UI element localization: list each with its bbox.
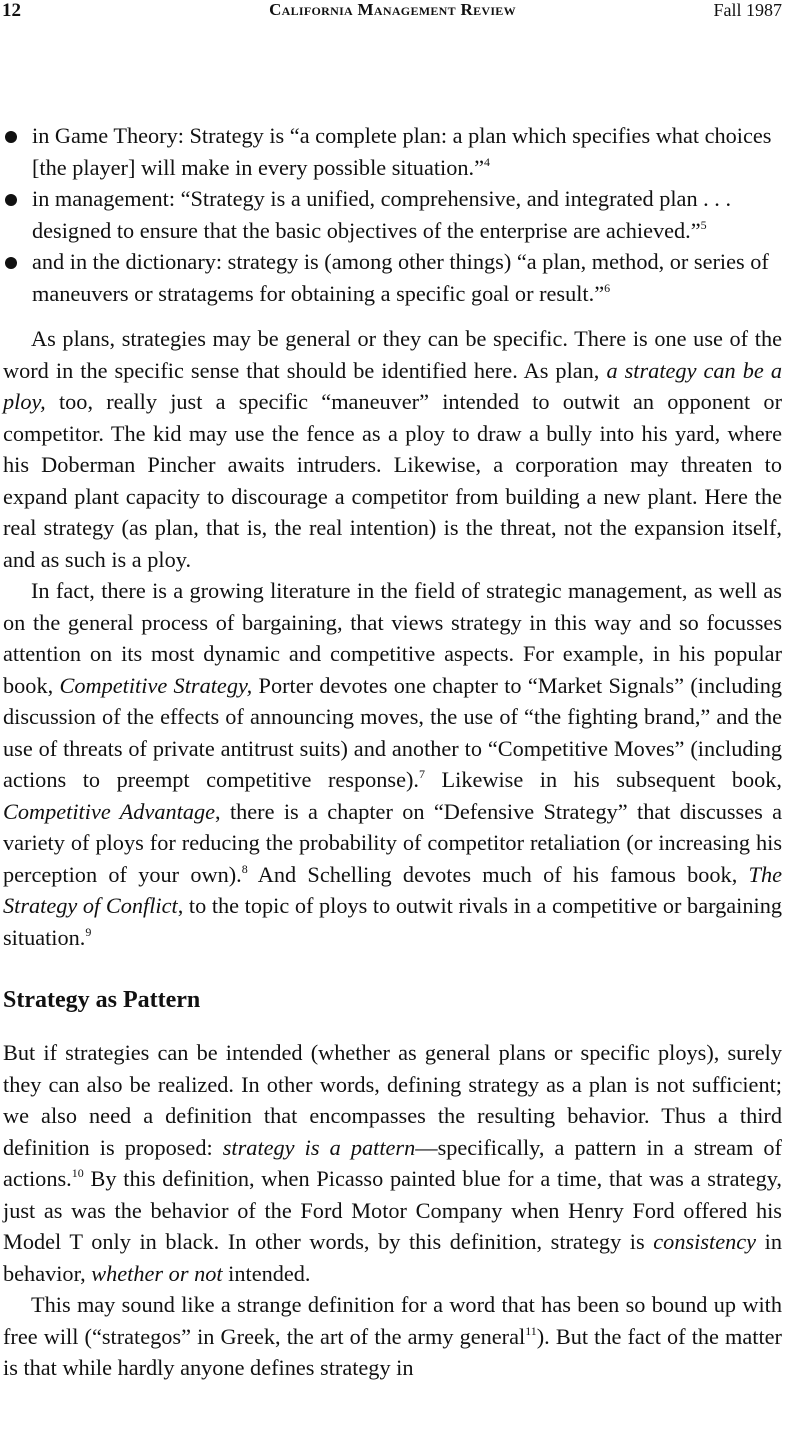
text-run: too, really just a specific “maneuver” intended to outwit an opponent or competitor. The kid may use the fence as a ploy to draw a bully into his yard, where his Doberman Pincher awaits intruders. Likewise, a corporation may threaten to expand plant capacity to discourage a competitor from building a new plant. Here the real strategy (as plan, that is, the real intention) is the threat, not the expansion itself, and as such is a ploy.: [3, 389, 782, 572]
text-run: —specifically, a pattern in a stream of actions.: [3, 1134, 782, 1191]
bullet-icon: [5, 257, 17, 269]
text-run: , there is a chapter on “Defensive Strategy” that discusses a variety of ploys for reducing the probability of competitor retaliation (or increasing his perception of your own).: [3, 798, 782, 887]
list-item-text: and in the dictionary: strategy is (among other things) “a plan, method, or series of maneuvers or stratagems for obtaining a specific goal or result.”: [32, 249, 769, 306]
bullet-icon: [5, 194, 17, 206]
article-body: [3, 120, 782, 1384]
emphasis: a strategy can be a ploy,: [3, 357, 782, 414]
text-run: in behavior,: [3, 1229, 782, 1286]
section-heading: Strategy as Pattern: [3, 987, 201, 1013]
footnote-ref: 6: [604, 280, 611, 295]
footnote-ref: 8: [241, 861, 248, 876]
book-title: The Strategy of Conflict: [3, 861, 782, 918]
paragraph: [3, 575, 782, 953]
text-run: intended.: [222, 1260, 311, 1286]
text-run: And Schelling devotes much of his famous book,: [247, 861, 749, 887]
text-run: As plans, strategies may be general or they can be specific. There is one use of the word in the specific sense that should be identified here. As plan,: [3, 326, 782, 383]
paragraph: [3, 1037, 782, 1289]
issue-date: Fall 1987: [713, 0, 782, 20]
book-title: Competitive Strategy,: [59, 672, 253, 698]
footnote-ref: 11: [525, 1323, 537, 1338]
footnote-ref: 5: [700, 217, 707, 232]
running-header: [0, 0, 785, 24]
definition-list: [3, 120, 782, 309]
paragraph: [3, 1289, 782, 1384]
book-title: Competitive Advantage: [3, 798, 216, 824]
list-item: [3, 183, 782, 246]
text-run: But if strategies can be intended (whether as general plans or specific ploys), surely they can also be realized. In other words, defining strategy as a plan is not sufficient; we also need a definition that encompasses the resulting behavior. Thus a third definition is proposed:: [3, 1040, 782, 1160]
text-run: ). But the fact of the matter is that while hardly anyone defines strategy in: [3, 1323, 782, 1380]
text-run: Likewise in his subsequent book,: [424, 767, 783, 792]
text-run: By this definition, when Picasso painted blue for a time, that was a strategy, just as was the behavior of the Ford Motor Company when Henry Ford offered his Model T only in black. In other words, by this definition, strategy is: [3, 1166, 782, 1254]
footnote-ref: 7: [418, 767, 425, 781]
list-item: [3, 246, 782, 309]
paragraph: [3, 323, 782, 575]
footnote-ref: 9: [85, 924, 92, 939]
list-item: [3, 120, 782, 183]
emphasis: strategy is a pattern: [222, 1134, 416, 1160]
bullet-icon: [5, 131, 17, 143]
list-item-text: in Game Theory: Strategy is “a complete plan: a plan which specifies what choices [the player] will make in every possible situation.”: [32, 123, 772, 180]
page-number: 12: [2, 0, 21, 21]
emphasis: consistency: [653, 1229, 757, 1254]
text-run: , to the topic of ploys to outwit rivals in a competitive or bargaining situation.: [3, 893, 782, 950]
text-run: Porter devotes one chapter to “Market Signals” (including discussion of the effects of announcing moves, the use of “the fighting brand,” and the use of threats of private antitrust suits) and another to “Competitive Moves” (including actions to preempt competitive response).: [3, 672, 783, 792]
footnote-ref: 4: [484, 154, 491, 169]
list-item-text: in management: “Strategy is a unified, comprehensive, and integrated plan . . . designed to ensure that the basic objectives of the enterprise are achieved.”: [32, 186, 732, 243]
text-run: This may sound like a strange definition for a word that has been so bound up with free will (“strategos” in Greek, the art of the army general: [3, 1292, 782, 1349]
emphasis: whether or not: [91, 1260, 223, 1286]
text-run: In fact, there is a growing literature in the field of strategic management, as well as on the general process of bargaining, that views strategy in this way and so focusses attention on its most dynamic and competitive aspects. For example, in his popular book,: [3, 578, 782, 698]
journal-title: California Management Review: [269, 0, 516, 19]
footnote-ref: 10: [71, 1166, 84, 1180]
